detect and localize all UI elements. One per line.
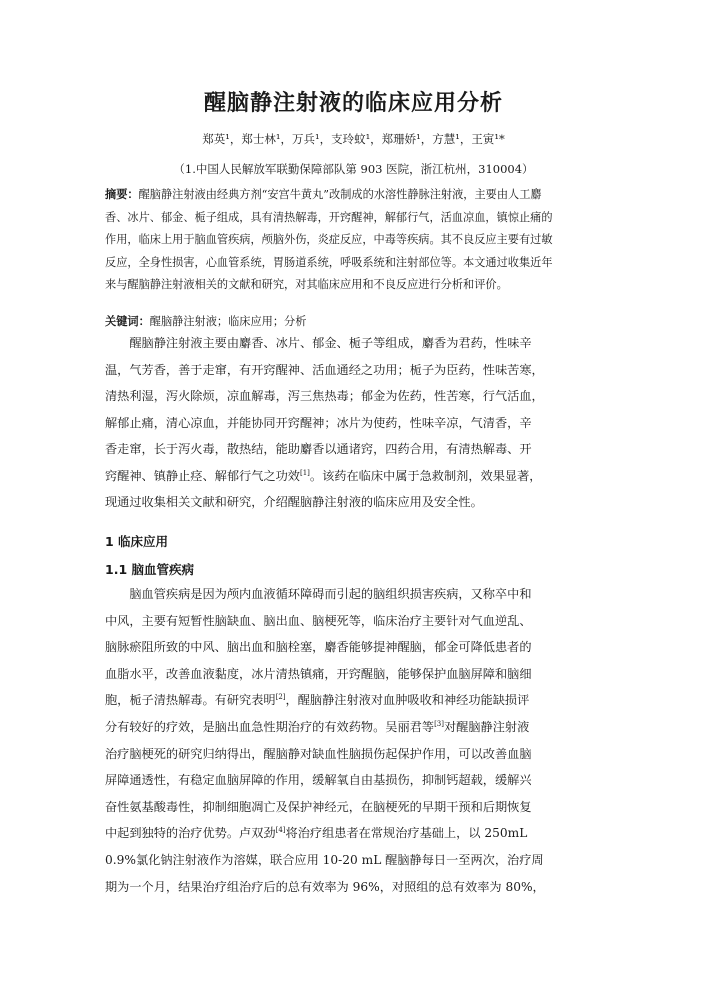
abstract-line (105, 274, 605, 297)
text-line: 脑血管疾病是因为颅内血液循环障碍而引起的脑组织损害疾病，又称卒中和 (105, 587, 532, 601)
abstract-text: 作用，临床上用于脑血管疾病，颅脑外伤，炎症反应，中毒等疾病。其不良反应主要有过敏 (105, 233, 553, 246)
keywords-text: 醒脑静注射液；临床应用；分析 (149, 315, 307, 328)
section-heading-1: 1 临床应用 (105, 534, 169, 549)
paper-title: 醒脑静注射液的临床应用分析 (203, 91, 503, 116)
text-line: 治疗脑梗死的研究归纳得出，醒脑静对缺血性脑损伤起保护作用，可以改善血脑 (105, 746, 532, 761)
text-line: 屏障通透性，有稳定血脑屏障的作用，缓解氧自由基损伤，抑制钙超载，缓解兴 (105, 773, 532, 788)
abstract-text: 反应，全身性损害，心血管系统，胃肠道系统，呼吸系统和注射部位等。本文通过收集近年 (105, 255, 553, 269)
keywords-label: 关键词： (105, 315, 150, 328)
text-line: 中起到独特的治疗优势。卢双劲[4]将治疗组患者在常规治疗基础上，以 250mL (105, 826, 528, 841)
text-line: 血脂水平，改善血液黏度，冰片清热镇痛，开窍醒脑，能够保护血脑屏障和脑细 (105, 666, 532, 681)
abstract-text: 来与醒脑静注射液相关的文献和研究，对其临床应用和不良反应进行分析和评价。 (105, 278, 508, 291)
abstract-line (105, 229, 605, 252)
text-line: 温，气芳香，善于走窜，有开窍醒神、活血通经之功用；栀子为臣药，性味苦寒， (105, 362, 544, 377)
author-list: 郑英¹，郑士林¹，万兵¹，支玲蚊¹，郑珊娇¹，方慧¹，王寅¹* (202, 132, 505, 146)
abstract-line (105, 184, 605, 207)
text-line: 奋性氨基酸毒性，抑制细胞凋亡及保护神经元，在脑梗死的早期干预和后期恢复 (105, 799, 532, 814)
affiliation: （1.中国人民解放军联勤保障部队第 903 医院，浙江杭州，310004） (173, 162, 534, 176)
keywords-line (105, 311, 605, 334)
text-line: 中风，主要有短暂性脑缺血、脑出血、脑梗死等，临床治疗主要针对气血逆乱、 (105, 613, 532, 628)
text-line: 解郁止痛，清心凉血，并能协同开窍醒神；冰片为使药，性味辛凉，气清香，辛 (105, 415, 532, 430)
citation-ref: [3] (434, 719, 444, 728)
abstract-line (105, 252, 605, 275)
text-line: 胞，栀子清热解毒。有研究表明[2]，醒脑静注射液对血肿吸收和神经功能缺损评 (105, 693, 530, 708)
text-line: 0.9%氯化钠注射液作为溶媒，联合应用 10-20 mL 醒脑静每日一至两次，治疗周 (105, 853, 544, 867)
text-line: 期为一个月，结果治疗组治疗后的总有效率为 96%，对照组的总有效率为 80%， (105, 879, 545, 894)
citation-ref: [4] (275, 826, 286, 835)
abstract-text: 香、冰片、郁金、栀子组成，具有清热解毒，开窍醒神，解郁行气，活血凉血，镇惊止痛的 (105, 210, 553, 224)
text-line: 现通过收集相关文献和研究，介绍醒脑静注射液的临床应用及安全性。 (105, 495, 483, 509)
section-heading-1-1: 1.1 脑血管疾病 (105, 562, 194, 577)
text-line: 窍醒神、镇静止痉、解郁行气之功效[1]。该药在临床中属于急救制剂，效果显著， (105, 468, 542, 483)
abstract-text: 醒脑静注射液由经典方剂“安宫牛黄丸”改制成的水溶性静脉注射液，主要由人工麝 (138, 188, 542, 201)
text-line: 分有较好的疗效，是脑出血急性期治疗的有效药物。吴丽君等[3]对醒脑静注射液 (105, 719, 530, 734)
citation-ref: [2] (275, 693, 286, 702)
text-line: 醒脑静注射液主要由麝香、冰片、郁金、栀子等组成，麝香为君药，性味辛 (105, 336, 532, 350)
abstract-line (105, 207, 605, 230)
text-line: 清热利湿，泻火除烦，凉血解毒，泻三焦热毒；郁金为佐药，性苦寒，行气活血， (105, 389, 544, 403)
abstract-label: 摘要： (105, 188, 139, 201)
citation-ref: [1] (300, 468, 310, 477)
text-line: 香走窜，长于泻火毒，散热结，能助麝香以通诸窍，四药合用，有清热解毒、开 (105, 442, 532, 456)
text-line: 脑脉瘀阻所致的中风、脑出血和脑栓塞，麝香能够提神醒脑，郁金可降低患者的 (105, 640, 532, 655)
